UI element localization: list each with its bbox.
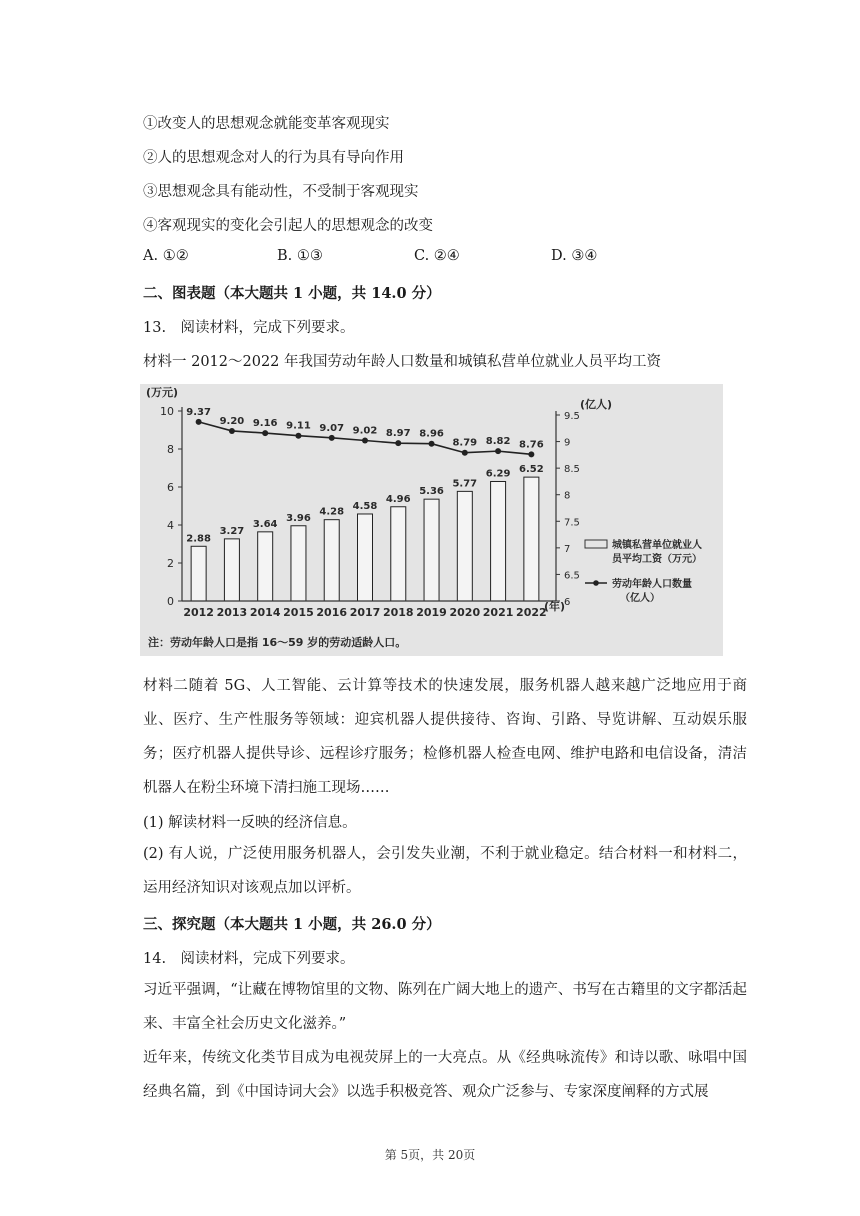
line-point-population	[462, 450, 468, 456]
x-axis-tick-label: 2015	[283, 606, 314, 619]
bar-wage	[191, 546, 206, 601]
line-point-population	[295, 433, 301, 439]
q12-option-3: ③思想观念具有能动性，不受制于客观现实	[143, 184, 419, 200]
right-axis-tick-label: 7.5	[564, 517, 580, 529]
x-axis-unit: (年)	[544, 600, 566, 613]
legend-line-marker	[593, 580, 599, 586]
bar-wage	[424, 499, 439, 601]
chart-image	[140, 384, 723, 656]
q14-para2: 近年来，传统文化类节目成为电视荧屏上的一大亮点。从《经典咏流传》和诗以歌、咏唱中国经典名篇，到《中国诗词大会》以选手积极竞答、观众广泛参与、专家深度阐释的方式展	[143, 1050, 747, 1100]
line-point-population	[429, 441, 435, 447]
bar-value-label: 6.52	[519, 464, 544, 476]
line-value-label: 8.97	[385, 428, 411, 440]
q12-option-2: ②人的思想观念对人的行为具有导向作用	[143, 150, 404, 166]
bar-value-label: 3.27	[219, 525, 245, 537]
q12-answer-c: C. ②④	[414, 248, 460, 264]
bar-value-label: 5.77	[452, 478, 478, 490]
bar-wage	[491, 481, 506, 601]
bar-value-label: 4.58	[352, 500, 378, 512]
legend-bar-swatch	[585, 540, 607, 548]
line-value-label: 9.07	[319, 422, 345, 434]
q12-option-1: ①改变人的思想观念就能变革客观现实	[143, 116, 390, 132]
x-axis-tick-label: 2016	[316, 606, 348, 619]
bar-value-label: 6.29	[485, 468, 511, 480]
bar-wage	[457, 491, 472, 601]
left-axis-unit: (万元)	[146, 386, 179, 399]
q13-sub2: (2) 有人说，广泛使用服务机器人，会引发失业潮，不利于就业稳定。结合材料一和材料二，运用经济知识对该观点加以评析。	[143, 846, 747, 896]
x-axis-tick-label: 2021	[482, 606, 514, 619]
chart	[140, 384, 723, 656]
bar-wage	[358, 514, 373, 601]
bar-wage	[291, 526, 306, 601]
line-value-label: 9.16	[252, 418, 278, 430]
right-axis-tick-label: 9.5	[564, 411, 580, 422]
left-axis-tick-label: 0	[167, 595, 174, 608]
line-value-label: 8.96	[419, 428, 444, 440]
bar-value-label: 3.64	[252, 518, 278, 530]
x-axis-tick-label: 2012	[183, 606, 214, 619]
right-axis-tick-label: 6	[564, 597, 571, 608]
chart-note: 注：劳动年龄人口是指 16～59 岁的劳动适龄人口。	[148, 636, 407, 649]
x-axis-tick-label: 2018	[382, 606, 414, 619]
bar-value-label: 3.96	[286, 512, 311, 524]
bar-value-label: 2.88	[186, 533, 211, 545]
q14-para1: 习近平强调，“让藏在博物馆里的文物、陈列在广阔大地上的遗产、书写在古籍里的文字都活起来、丰富全社会历史文化滋养。”	[143, 982, 747, 1032]
line-value-label: 8.76	[519, 439, 544, 451]
line-point-population	[262, 430, 268, 436]
legend-line-line1: 劳动年龄人口数量	[612, 579, 692, 590]
bar-value-label: 4.96	[385, 493, 411, 505]
bar-wage	[224, 539, 239, 601]
left-axis-tick-label: 8	[167, 443, 174, 456]
legend-bar-line1: 城镇私营单位就业人	[612, 540, 702, 551]
x-axis-tick-label: 2017	[349, 606, 381, 619]
line-point-population	[329, 435, 335, 441]
bar-wage	[324, 520, 339, 601]
line-point-population	[395, 440, 401, 446]
line-value-label: 9.11	[286, 420, 311, 432]
line-point-population	[229, 428, 235, 434]
q12-option-4: ④客观现实的变化会引起人的思想观念的改变	[143, 218, 433, 234]
q12-answer-a: A. ①②	[143, 248, 189, 264]
legend-line-line2: （亿人）	[620, 593, 660, 604]
right-axis-tick-label: 8.5	[564, 464, 580, 476]
line-value-label: 9.02	[352, 425, 378, 437]
x-axis-tick-label: 2020	[449, 606, 481, 619]
x-axis-tick-label: 2013	[216, 606, 248, 619]
line-point-population	[495, 448, 501, 454]
bar-wage	[391, 507, 406, 601]
bar-value-label: 5.36	[419, 486, 444, 498]
section3-heading: 三、探究题（本大题共 1 小题，共 26.0 分）	[143, 916, 441, 933]
q12-answer-b: B. ①③	[277, 248, 323, 264]
line-value-label: 9.37	[186, 406, 211, 418]
q12-answer-d: D. ③④	[551, 248, 598, 264]
bar-wage	[258, 532, 273, 601]
right-axis-tick-label: 8	[564, 490, 571, 502]
right-axis-tick-label: 7	[564, 543, 571, 555]
material1-label: 材料一 2012～2022 年我国劳动年龄人口数量和城镇私营单位就业人员平均工资	[143, 354, 662, 370]
page-footer: 第 5页，共 20页	[384, 1148, 476, 1162]
left-axis-tick-label: 6	[167, 481, 174, 494]
line-value-label: 8.82	[485, 436, 511, 448]
right-axis-tick-label: 9	[564, 437, 571, 449]
section2-heading: 二、图表题（本大题共 1 小题，共 14.0 分）	[143, 285, 441, 302]
right-axis-tick-label: 6.5	[564, 570, 580, 582]
line-point-population	[196, 419, 202, 425]
q13-prompt: 13. 阅读材料，完成下列要求。	[143, 320, 355, 336]
line-point-population	[528, 451, 534, 457]
legend-bar-line2: 员平均工资（万元）	[612, 554, 702, 565]
left-axis-tick-label: 2	[167, 557, 174, 570]
x-axis-tick-label: 2022	[516, 606, 547, 619]
bar-value-label: 4.28	[319, 506, 345, 518]
x-axis-tick-label: 2019	[416, 606, 447, 619]
material2: 材料二随着 5G、人工智能、云计算等技术的快速发展，服务机器人越来越广泛地应用于商业、医疗、生产性服务等领域：迎宾机器人提供接待、咨询、引路、导览讲解、互动娱乐服务；医疗机器人提供导诊、远程诊疗服务；检修机器人检查电网、维护电路和电信设备，清洁机器人在粉尘环境下清扫施工现场……	[143, 678, 747, 796]
line-point-population	[362, 438, 368, 444]
x-axis-tick-label: 2014	[249, 606, 281, 619]
right-axis-unit: (亿人)	[580, 398, 613, 411]
q14-prompt: 14. 阅读材料，完成下列要求。	[143, 951, 355, 967]
q13-sub1: (1) 解读材料一反映的经济信息。	[143, 815, 357, 831]
line-value-label: 9.20	[219, 415, 245, 427]
left-axis-tick-label: 10	[160, 405, 174, 418]
line-value-label: 8.79	[452, 437, 478, 449]
bar-wage	[524, 477, 539, 601]
left-axis-tick-label: 4	[167, 519, 174, 532]
